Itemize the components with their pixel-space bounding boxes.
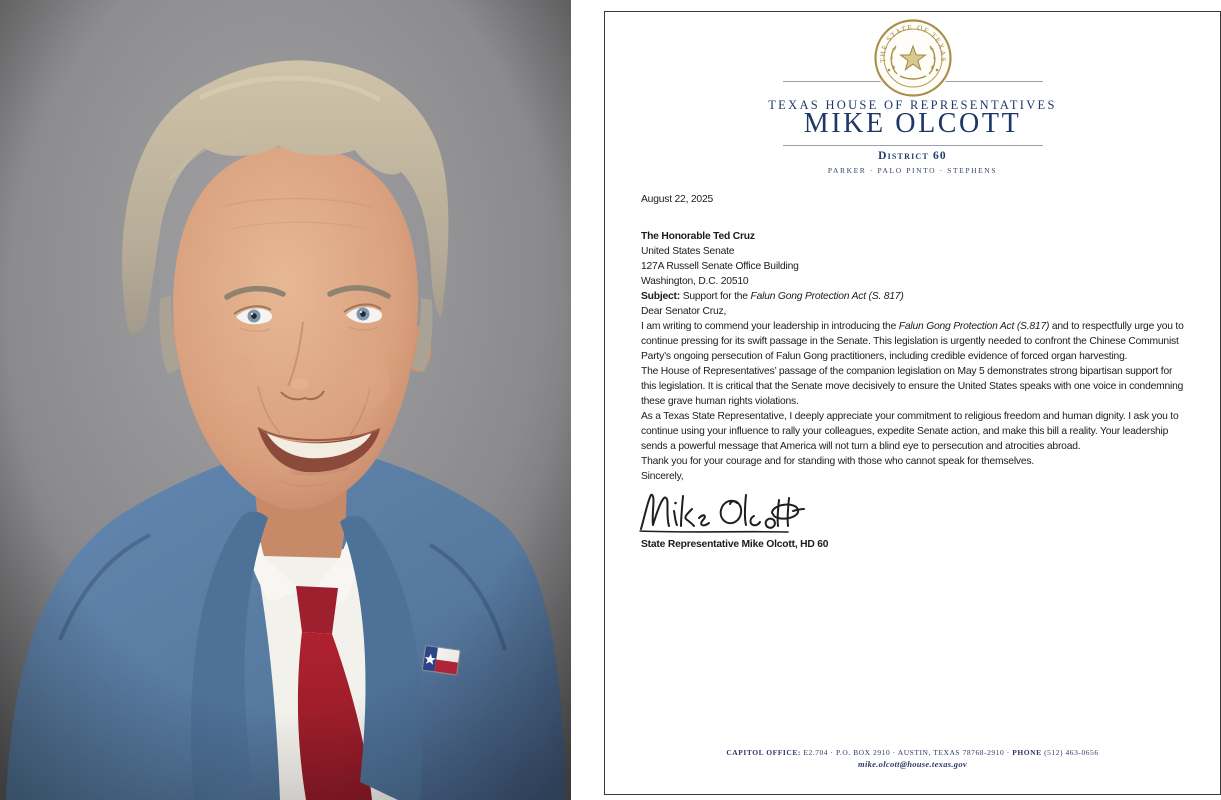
footer-phone-label: PHONE: [1012, 748, 1042, 757]
texas-state-seal: [873, 18, 953, 98]
subject-act-title: Falun Gong Protection Act (S. 817): [750, 291, 904, 302]
paragraph-1-text: I am writing to commend your leadership in introducing the: [641, 321, 899, 332]
footer-phone-text: (512) 463-0656: [1041, 748, 1099, 757]
signature-script: [638, 487, 806, 537]
photo-vignette: [0, 0, 571, 800]
recipient-address-1: 127A Russell Senate Office Building: [641, 261, 799, 272]
paragraph-4: Thank you for your courage and for standing with those who cannot speak for themselves.: [641, 456, 1034, 467]
subject-text: Support for the: [680, 291, 751, 302]
seal-text: THE STATE OF TEXAS: [878, 23, 947, 64]
letterhead-district: District 60: [878, 150, 947, 162]
letterhead-member-name: MIKE OLCOTT: [803, 108, 1022, 139]
letterhead: [768, 12, 1057, 182]
recipient-block: [641, 229, 1184, 289]
recipient-org: United States Senate: [641, 246, 735, 257]
letterhead-counties: PARKER · PALO PINTO · STEPHENS: [827, 166, 998, 175]
texas-seal-icon: [873, 18, 953, 98]
footer-office-text: E2.704 · P.O. BOX 2910 · AUSTIN, TEXAS 78768-2910 ·: [800, 748, 1013, 757]
signature-block: [641, 487, 1184, 552]
paragraph-3: As a Texas State Representative, I deeply appreciate your commitment to religious freedom and human dignity. I ask you to continue using your influence to rally your colleagues, expedite Senate action, and make this bill a reality. Your leadership sends a powerful message that America will not turn a blind eye to persecution and atrocities abroad.: [641, 411, 1179, 452]
letter-date: August 22, 2025: [641, 194, 713, 205]
page-footer: [605, 748, 1220, 769]
paragraph-1: [641, 319, 1184, 364]
footer-email: mike.olcott@house.texas.gov: [858, 759, 967, 769]
letterhead-rule-bottom: [783, 145, 1043, 146]
recipient-address-2: Washington, D.C. 20510: [641, 276, 749, 287]
footer-office-line: [605, 748, 1220, 757]
salutation: Dear Senator Cruz,: [641, 306, 727, 317]
subject-line: [641, 289, 1184, 304]
footer-office-label: CAPITOL OFFICE:: [726, 748, 801, 757]
portrait-illustration: [0, 0, 571, 800]
letter-page: [604, 11, 1221, 795]
closing: Sincerely,: [641, 471, 684, 482]
letter-body: [641, 192, 1184, 552]
paragraph-1-text: and to respectfully urge you to continue pressing for its swift passage in the Senate. This legislation is urgently needed to confront the Chinese Communist Party’s ongoing persecution of Falun Gong practitioners, including credible evidence of forced organ harvesting.: [641, 321, 1184, 362]
portrait-photo: [0, 0, 571, 800]
subject-label: Subject:: [641, 291, 681, 302]
paragraph-1-act-title: Falun Gong Protection Act (S.817): [898, 321, 1050, 332]
paragraph-2: The House of Representatives’ passage of the companion legislation on May 5 demonstrates strong bipartisan support for this legislation. It is critical that the Senate move decisively to ensure the United States speaks with one voice in condemning these grave human rights violations.: [641, 366, 1184, 407]
signer-name-line: State Representative Mike Olcott, HD 60: [641, 539, 829, 550]
letterhead-organization: TEXAS HOUSE OF REPRESENTATIVES: [768, 98, 1057, 112]
recipient-name: The Honorable Ted Cruz: [641, 231, 755, 242]
